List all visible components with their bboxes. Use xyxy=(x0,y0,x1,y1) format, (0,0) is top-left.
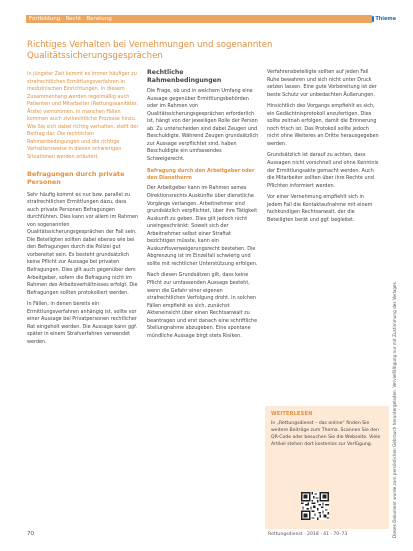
column-2 xyxy=(147,69,259,344)
section-label: Fortbildung · Recht · Beratung xyxy=(29,16,112,22)
copyright-sidebar xyxy=(392,68,402,538)
infobox-text: In „Rettungsdienst – das online“ finden Sie weitere Beiträge zum Thema. Scannen Sie den QR-Code oder besuchen Sie die Webseite. Viele Artikel stehen dort kostenlos zur Verfügung. xyxy=(271,421,381,447)
paragraph: Hinsichtlich des Vorgangs empfiehlt es sich, ein Gedächtnisprotokoll anzufertigen. Dies sollte zeitnah erfolgen, damit die Erinnerung noch frisch ist. Das Protokoll sollte jedoch nicht ohne Weiteres an Dritte herausgegeben werden. xyxy=(267,103,379,147)
section-heading-private-befragungen: Befragungen durch private Personen xyxy=(27,169,125,186)
journal-citation: Rettungsdienst · 2018 · 41 · 70–73 xyxy=(268,532,348,537)
paragraph: In Fällen, in denen bereits ein Ermittlungsverfahren anhängig ist, sollte vor einer Aussage bei Privatpersonen rechtlicher Rat eingeholt werden. Die Aussage kann ggf. später in einem Strafverfahren verwendet werden. xyxy=(27,301,138,345)
section-header-bar xyxy=(26,15,396,23)
paragraph: Der Arbeitgeber kann im Rahmen seines Direktionsrechts Auskünfte über dienstliche Vorgänge verlangen. Arbeitnehmer sind grundsätzlich verpflichtet, über ihre Tätigkeit Auskunft zu geben. Dies gilt jedoch nicht uneingeschränkt: Soweit sich der Arbeitnehmer selbst einer Straftat bezichtigen müsste, kann ein Auskunftsverweigerungsrecht bestehen. Die Abgrenzung ist im Einzelfall schwierig und sollte mit rechtlicher Unterstützung erfolgen. xyxy=(147,185,258,267)
paragraph: Nach diesen Grundsätzen gilt, dass keine Pflicht zur umfassenden Aussage besteht, wenn die Gefahr einer eigenen strafrechtlichen Verfolgung droht. In solchen Fällen empfiehlt es sich, zunächst Akteneinsicht über einen Rechtsanwalt zu beantragen und erst danach eine schriftliche Stellungnahme abzugeben. Eine spontane mündliche Aussage birgt stets Risiken. xyxy=(147,272,258,339)
column-3 xyxy=(267,69,379,228)
copyright-notice: Dieses Dokument wurde zum persönlichen Gebrauch heruntergeladen. Vervielfältigung nur mit Zustimmung des Verlages. xyxy=(392,280,397,538)
page-number: 70 xyxy=(27,531,35,537)
paragraph: Die Frage, ob und in welchem Umfang eine Aussage gegenüber Ermittlungsbehörden oder im Rahmen von Qualitätssicherungsgesprächen erforderlich ist, hängt von der jeweiligen Rolle der Person ab. Zu unterscheiden sind dabei Zeugen und Beschuldigte. Während Zeugen grundsätzlich zur Aussage verpflichtet sind, haben Beschuldigte ein umfassendes Schweigerecht. xyxy=(147,88,259,162)
paragraph: Vor einer Vernehmung empfiehlt sich in jedem Fall die Kontaktaufnahme mit einem fachkundigen Rechtsanwalt, der die Beteiligten berät und ggf. begleitet. xyxy=(267,194,373,223)
article-lead: In jüngster Zeit kommt es immer häufiger zu strafrechtlichen Ermittlungsverfahren in medizinischen Einrichtungen. In diesem Zusammenhang werden regelmäßig auch Patienten und Mitarbeiter (Rettungssanitäter, Ärzte) vernommen. In manchen Fällen kommen auch zivilrechtliche Prozesse hinzu. Wie Sie sich dabei richtig verhalten, stellt der Beitrag dar. Die rechtlichen Rahmenbedingungen und die richtige Verhaltensweise in diesen schwierigen Situationen werden erläutert. xyxy=(27,71,139,161)
article-headline: Richtiges Verhalten bei Vernehmungen und sogenannten Qualitätssicherungsgesprächen xyxy=(27,40,273,61)
paragraph: Grundsätzlich ist darauf zu achten, dass Aussagen nicht vorschnell und ohne Kenntnis der Ermittlungsakte gemacht werden. Auch die Mitarbeiter sollten über ihre Rechte und Pflichten informiert werden. xyxy=(267,152,379,189)
section-heading-rahmenbedingungen: Rechtliche Rahmenbedingungen xyxy=(147,69,222,84)
thieme-logo xyxy=(372,14,396,24)
column-1 xyxy=(27,71,139,351)
infobox-title: WEITERLESEN xyxy=(271,411,313,417)
section-heading-arbeitgeber: Befragung durch den Arbeitgeber oder den Dienstherrn xyxy=(147,168,255,182)
paragraph: Sehr häufig kommt es nur bzw. parallel zu strafrechtlichen Ermittlungen dazu, dass auch private Personen Befragungen durchführen. Dies kann vor allem im Rahmen von sogenannten Qualitätssicherungsgesprächen der Fall sein. Die Beteiligten sollten dabei ebenso wie bei den Befragungen durch die Polizei gut vorbereitet sein. Es besteht grundsätzlich keine Pflicht zur Aussage bei privaten Befragungen. Dies gilt auch gegenüber dem Arbeitgeber, sofern die Befragung nicht im Rahmen des Arbeitsverhältnisses erfolgt. Die Befragungen sollten protokolliert werden. xyxy=(27,191,139,296)
thieme-logo-text: Thieme xyxy=(375,16,396,22)
paragraph: Verfahrensbeteiligte sollten auf jeden Fall Ruhe bewahren und sich nicht unter Druck setzen lassen. Eine gute Vorbereitung ist der beste Schutz vor unbedachten Äußerungen. xyxy=(267,69,377,98)
thieme-logo-mark-icon xyxy=(372,16,374,22)
weiterlesen-infobox xyxy=(265,406,389,529)
qr-code-icon[interactable] xyxy=(301,492,329,520)
